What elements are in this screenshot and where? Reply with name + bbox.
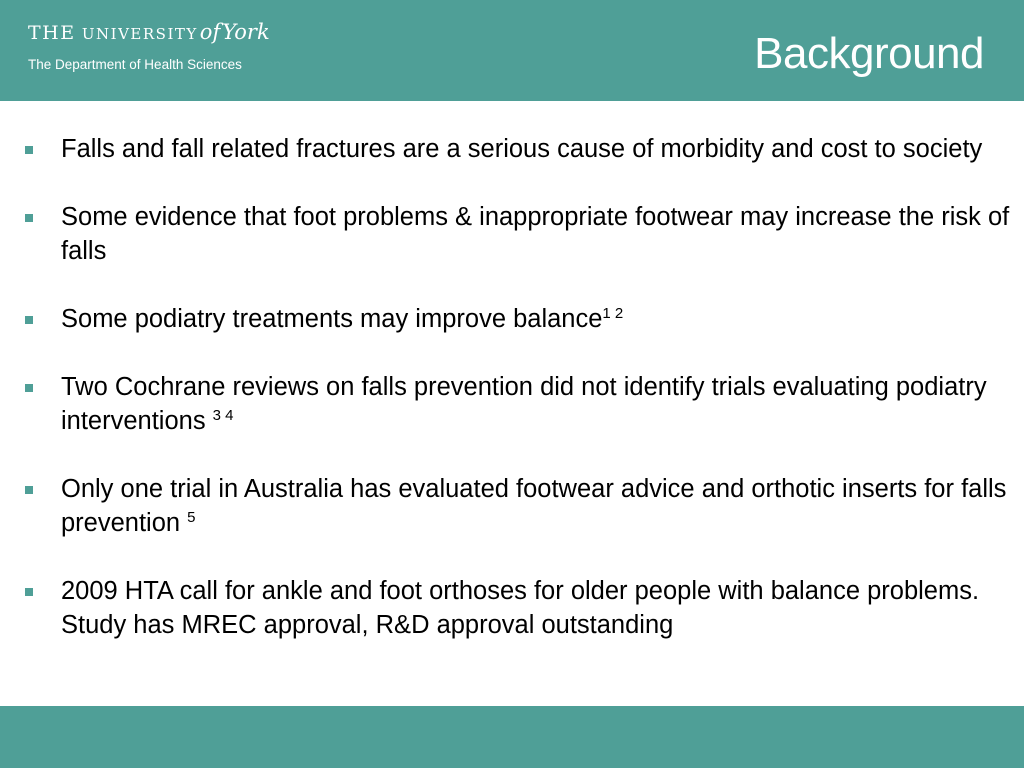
square-bullet-icon — [25, 588, 33, 596]
department-name: The Department of Health Sciences — [28, 57, 242, 72]
bullet-list — [20, 132, 1010, 676]
square-bullet-icon — [25, 146, 33, 154]
logo-york: York — [222, 20, 270, 44]
bullet-item — [20, 200, 1010, 268]
square-bullet-icon — [25, 486, 33, 494]
university-logo — [28, 20, 270, 72]
square-bullet-icon — [25, 214, 33, 222]
logo-of: of — [199, 20, 221, 44]
bullet-reference: 5 — [187, 509, 196, 526]
bullet-text: Only one trial in Australia has evaluated footwear advice and orthotic inserts for falls prevention — [61, 475, 1007, 537]
bullet-item — [20, 574, 1010, 642]
bullet-text: Falls and fall related fractures are a serious cause of morbidity and cost to society — [61, 135, 983, 163]
square-bullet-icon — [25, 384, 33, 392]
bullet-reference: 3 4 — [212, 407, 234, 424]
bullet-text: Some podiatry treatments may improve balance — [61, 305, 603, 333]
bullet-item — [20, 370, 1010, 438]
bullet-reference: 1 2 — [602, 305, 624, 322]
square-bullet-icon — [25, 316, 33, 324]
logo-wordmark — [28, 20, 270, 44]
bullet-text: Two Cochrane reviews on falls prevention did not identify trials evaluating podiatry interventions — [61, 373, 987, 435]
logo-university: UNIVERSITY — [81, 25, 198, 43]
bullet-text: 2009 HTA call for ankle and foot orthoses for older people with balance problems. Study has MREC approval, R&D approval outstanding — [61, 577, 980, 639]
header-band — [0, 0, 1024, 101]
bullet-item — [20, 472, 1010, 540]
bullet-item — [20, 132, 1010, 166]
bullet-text: Some evidence that foot problems & inappropriate footwear may increase the risk of falls — [61, 203, 1010, 265]
footer-band — [0, 706, 1024, 768]
logo-the: THE — [28, 22, 76, 44]
bullet-item — [20, 302, 1010, 336]
slide-title: Background — [754, 29, 984, 78]
